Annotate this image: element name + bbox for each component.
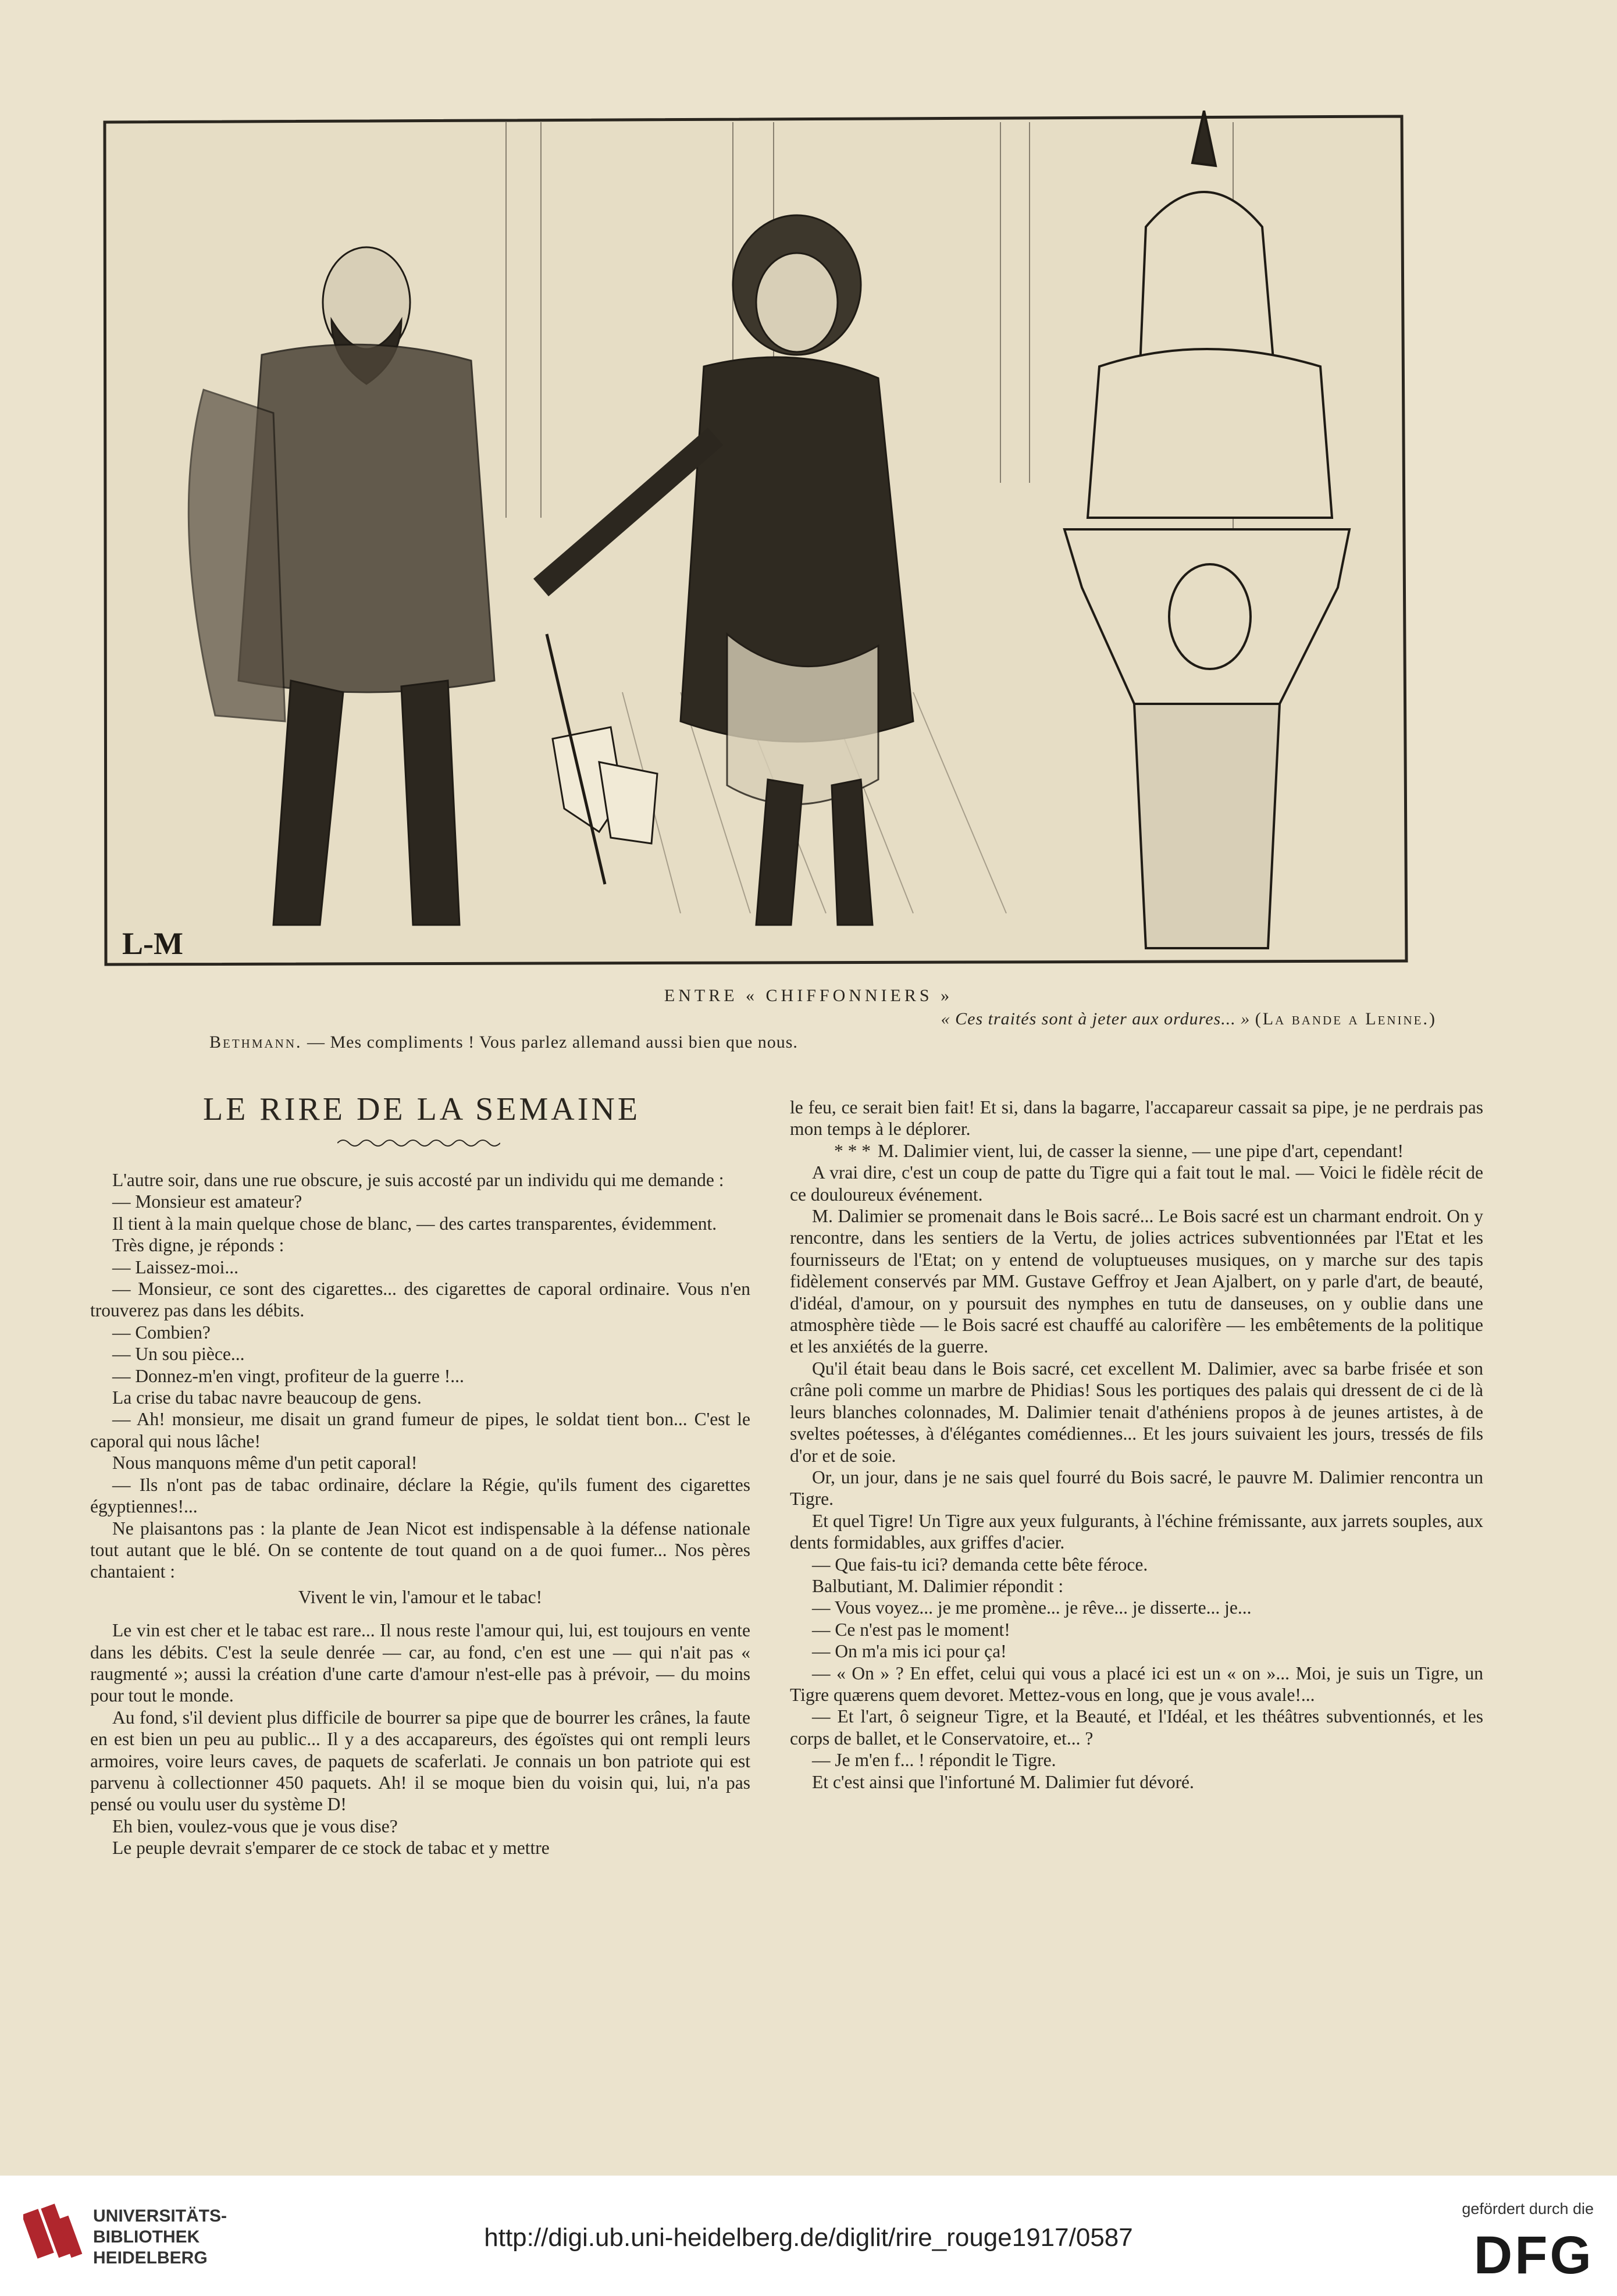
cartoon-illustration	[99, 111, 1413, 969]
article-paragraph: M. Dalimier se promenait dans le Bois sacré... Le Bois sacré est un charmant endroit. On y rencontre, dans les sentiers de la Vertu, de jolies actrices subventionnées par l'Etat et les fournisseurs de l'Etat; on y entend de voluptueuses musiques, on y marche sur des tapis fidèlement conservés par MM. Gustave Geffroy et Jean Ajalbert, on y parle d'art, de beauté, d'idéal, d'amour, on y poursuit des nymphes en tutu de danseuses, on y oublie dans une atmosphère tiède — le Bois sacré est chauffé au calorifère — les embêtements de la politique et les anxiétés de la guerre.	[790, 1206, 1483, 1357]
article-paragraph: Le peuple devrait s'emparer de ce stock de tabac et y mettre	[112, 1838, 550, 1859]
caption-quote-text: « Ces traités sont à jeter aux ordures... »	[941, 1009, 1251, 1028]
library-name-line: UNIVERSITÄTS-	[93, 2206, 227, 2226]
caption-speaker: Bethmann.	[209, 1033, 302, 1052]
article-paragraph: — Ah! monsieur, me disait un grand fumeur de pipes, le soldat tient bon... C'est le caporal qui nous lâche!	[90, 1409, 750, 1451]
left-paragraphs-continued	[90, 1619, 750, 1859]
article-paragraph: — Et l'art, ô seigneur Tigre, et la Beauté, et l'Idéal, et les théâtres subventionnés, et les corps de ballet, et le Conservatoire, et... ?	[790, 1706, 1483, 1749]
article-paragraph: — Ce n'est pas le moment!	[812, 1619, 1010, 1640]
caption-dialogue	[209, 1033, 1024, 1052]
article-paragraph: — Un sou pièce...	[112, 1344, 245, 1365]
funded-by-label: gefördert durch die	[1462, 2200, 1594, 2217]
caption-source: (La bande a Lenine.)	[1255, 1009, 1437, 1028]
section-stars: * * *	[834, 1140, 871, 1161]
footer-bar	[0, 2176, 1617, 2296]
article-paragraph: — Laissez-moi...	[112, 1256, 238, 1277]
caption-quote	[774, 1009, 1437, 1029]
right-second-text: M. Dalimier vient, lui, de casser la sienne, — une pipe d'art, cependant!	[878, 1140, 1404, 1161]
article-paragraph: — On m'a mis ici pour ça!	[812, 1641, 1007, 1662]
article-paragraph: La crise du tabac navre beaucoup de gens.	[112, 1387, 422, 1408]
article-paragraph: Au fond, s'il devient plus difficile de bourrer sa pipe que de bourrer les crânes, la faute en est bien un peu au public... Il y a des accapareurs, des égoïstes qui ont rempli leurs armoires, voire leurs caves, de paquets de scaferlati. Je connais un bon patriote qui est parvenu à collectionner 450 paquets. Ah! il se moque bien du voisin qui, lui, n'a pas pensé ou voulu user du système D!	[90, 1707, 750, 1815]
article-paragraph: — « On » ? En effet, celui qui vous a placé ici est un « on »... Moi, je suis un Tigre, un Tigre quærens quem devoret. Mettez-vous en long, que je vous avale!...	[790, 1663, 1483, 1705]
article-paragraph: Ne plaisantons pas : la plante de Jean Nicot est indispensable à la défense nationale tout autant que le blé. On se contente de tout quand on a de quoi fumer... Nos pères chantaient :	[90, 1518, 750, 1582]
artist-signature: L-M	[122, 926, 183, 961]
caption-title: ENTRE « CHIFFONNIERS »	[664, 986, 953, 1005]
article-paragraph: — Vous voyez... je me promène... je rêve... je disserte... je...	[812, 1597, 1252, 1618]
headline-flourish	[337, 1137, 500, 1149]
article-paragraph: Nous manquons même d'un petit caporal!	[112, 1453, 418, 1473]
article-paragraph: Or, un jour, dans je ne sais quel fourré du Bois sacré, le pauvre M. Dalimier rencontra un Tigre.	[790, 1466, 1483, 1510]
right-first-paragraph: le feu, ce serait bien fait! Et si, dans la bagarre, l'accapareur cassait sa pipe, je ne perdrais pas mon temps à le déplorer.	[790, 1097, 1483, 1140]
article-headline: LE RIRE DE LA SEMAINE	[202, 1091, 641, 1127]
library-name-line: HEIDELBERG	[93, 2248, 208, 2267]
article-column-left	[90, 1169, 750, 1859]
article-paragraph: A vrai dire, c'est un coup de patte du Tigre qui a fait tout le mal. — Voici le fidèle récit de ce douloureux événement.	[790, 1162, 1483, 1205]
article-paragraph: Le vin est cher et le tabac est rare... Il nous reste l'amour qui, lui, est toujours en vente dans les débits. C'est la seule denrée — car, au fond, c'en est une — qui n'ait pas « raugmenté »; aussi la création d'une carte d'amour n'est-elle pas à prévoir, — du moins pour tout le monde.	[90, 1620, 750, 1706]
article-paragraph: Balbutiant, M. Dalimier répondit :	[812, 1575, 1064, 1596]
article-paragraph: — Ils n'ont pas de tabac ordinaire, déclare la Régie, qu'ils fument des cigarettes égyptiennes!...	[90, 1474, 750, 1517]
article-paragraph: L'autre soir, dans une rue obscure, je suis accosté par un individu qui me demande :	[112, 1170, 724, 1190]
library-name-line: BIBLIOTHEK	[93, 2227, 200, 2247]
article-paragraph: Très digne, je réponds :	[112, 1235, 284, 1256]
article-paragraph: — Combien?	[112, 1322, 211, 1343]
article-paragraph: — Je m'en f... ! répondit le Tigre.	[812, 1750, 1056, 1771]
article-paragraph: Il tient à la main quelque chose de blanc, — des cartes transparentes, évidemment.	[112, 1213, 717, 1234]
article-paragraph: — Que fais-tu ici? demanda cette bête féroce.	[812, 1554, 1148, 1575]
cartoon-drawing	[99, 111, 1413, 969]
article-verse: Vivent le vin, l'amour et le tabac!	[298, 1586, 543, 1607]
article-paragraph: — Monsieur, ce sont des cigarettes... des cigarettes de caporal ordinaire. Vous n'en trouverez pas dans les débits.	[90, 1279, 750, 1321]
article-column-right	[790, 1097, 1483, 1793]
article-paragraph: Eh bien, voulez-vous que je vous dise?	[112, 1816, 398, 1836]
article-paragraph: Et quel Tigre! Un Tigre aux yeux fulgurants, à l'échine frémissante, aux jarrets souples, aux dents formidables, aux griffes d'acier.	[790, 1510, 1483, 1553]
left-paragraphs	[90, 1169, 750, 1583]
caption-line: — Mes compliments ! Vous parlez allemand aussi bien que nous.	[307, 1033, 798, 1052]
article-paragraph: — Donnez-m'en vingt, profiteur de la guerre !...	[112, 1365, 464, 1386]
article-paragraph: Qu'il était beau dans le Bois sacré, cet excellent M. Dalimier, avec sa barbe frisée et son crâne poli comme un marbre de Phidias! Sous les portiques des palais qui dressent de ci de là leurs blanches colonnades, M. Dalimier tenait d'athéniens propos à de jeunes artistes, à de sveltes poétesses, à d'élégantes comédiennes... Et les jours suivaient les jours, tressés de fils d'or et de soie.	[790, 1358, 1483, 1466]
dfg-logo: DFG	[1473, 2226, 1594, 2285]
article-paragraph: — Monsieur est amateur?	[112, 1191, 302, 1212]
right-second-paragraph	[790, 1140, 1483, 1162]
right-paragraphs	[790, 1162, 1483, 1793]
permalink-url[interactable]: http://digi.ub.uni-heidelberg.de/diglit/rire_rouge1917/0587	[484, 2223, 1133, 2252]
article-paragraph: Et c'est ainsi que l'infortuné M. Dalimier fut dévoré.	[812, 1771, 1194, 1792]
